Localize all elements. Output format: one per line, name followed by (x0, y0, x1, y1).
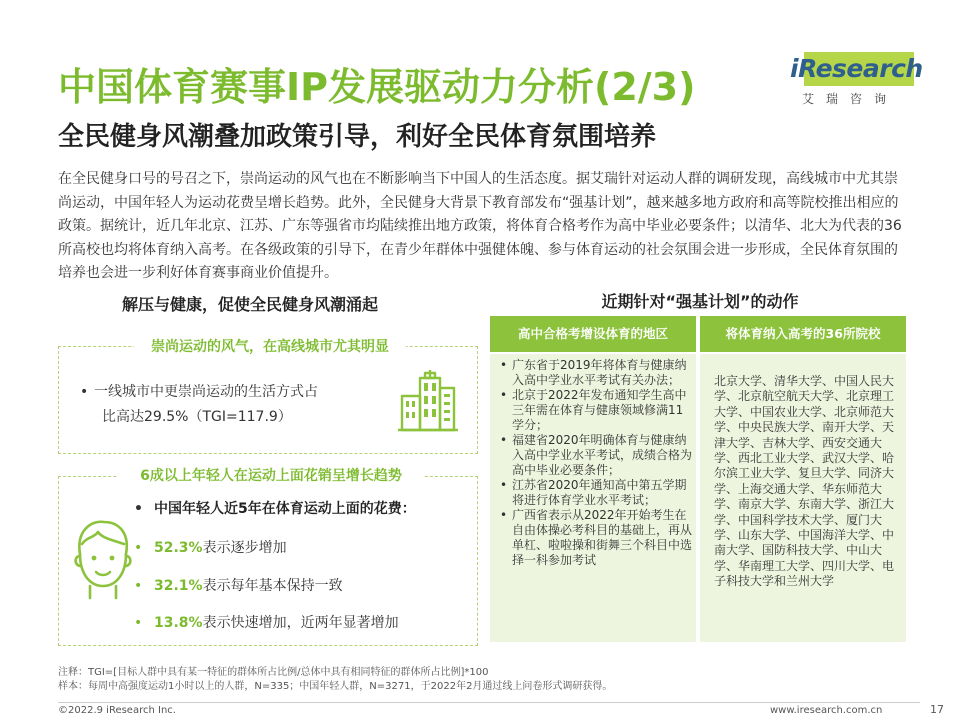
list-item: • 江苏省2020年通知高中第五学期将进行体育学业水平考试； (500, 478, 687, 507)
right-section-heading: 近期针对“强基计划”的动作 (601, 292, 799, 311)
spending-percent: 52.3% (154, 540, 203, 556)
page-subtitle: 全民健身风潮叠加政策引导，利好全民体育氛围培养 (58, 122, 657, 152)
footnote-annotation: 注释：TGI=[目标人群中具有某一特征的群体所占比例/总体中具有相同特征的群体所占比例]*100 (58, 667, 489, 678)
list-item: • 北京于2022年发布通知学生高中三年需在体育与健康领域修满11学分； (500, 388, 687, 432)
city-sport-box-label: 崇尚运动的风气，在高线城市尤其明显 (134, 336, 406, 358)
spending-text: 表示逐步增加 (202, 540, 287, 556)
page-title: 中国体育赛事IP发展驱动力分析(2/3) (58, 65, 696, 109)
city-sport-line-2: 比高达29.5%（TGI=117.9） (102, 409, 292, 425)
logo-subtext: 艾瑞咨询 (802, 92, 899, 106)
table-cell-regions (490, 354, 696, 642)
copyright: ©2022.9 iResearch Inc. (58, 705, 176, 716)
policy-table (490, 316, 906, 642)
spending-title: • 中国年轻人近5年在体育运动上面的花费： (134, 501, 416, 517)
spending-text: 表示每年基本保持一致 (202, 578, 343, 594)
logo-text: iResearch (790, 54, 923, 83)
university-list: 北京大学、清华大学、中国人民大学、北京航空航天大学、北京理工大学、中国农业大学、北京师范大学、中央民族大学、南开大学、天津大学、吉林大学、西安交通大学、西北工业大学、武汉大学、哈尔滨工业大学、复旦大学、同济大学、上海交通大学、华东师范大学、南京大学、东南大学、浙江大学、中国科学技术大学、厦门大学、山东大学、中国海洋大学、中南大学、国防科技大学、中山大学、华南理工大学、四川大学、电子科技大学和兰州大学 (714, 374, 895, 589)
iresearch-logo (782, 48, 922, 112)
intro-paragraph: 在全民健身口号的号召之下，崇尚运动的风气也在不断影响当下中国人的生活态度。据艾瑞针对运动人群的调研发现，高线城市中尤其崇尚运动，中国年轻人为运动花费呈增长趋势。此外，全民健身大背景下教育部发布“强基计划”，越来越多地方政府和高等院校推出相应的政策。据统计，近几年北京、江苏、广东等强省市均陆续推出地方政策，将体育合格考作为高中毕业必要条件；以清华、北大为代表的36所高校也均将体育纳入高考。在各级政策的引导下，在青少年群体中强健体魄、参与体育运动的社会氛围会进一步形成，全民体育氛围的培养也会进一步利好体育赛事商业价值提升。 (58, 171, 902, 282)
page-number: 17 (930, 703, 944, 716)
city-sport-line-1: 一线城市中更崇尚运动的生活方式占 (94, 384, 318, 400)
spending-item: • 52.3%表示逐步增加 (134, 540, 287, 556)
spending-item: • 32.1%表示每年基本保持一致 (134, 578, 343, 594)
spending-item: • 13.8%表示快速增加，近两年显著增加 (134, 615, 399, 631)
list-item: • 福建省2020年明确体育与健康纳入高中学业水平考试，成绩合格为高中毕业必要条件； (500, 433, 693, 477)
table-cell-universities (700, 354, 906, 642)
left-section-heading: 解压与健康，促使全民健身风潮涌起 (121, 295, 378, 314)
city-sport-bullet: • 一线城市中更崇尚运动的生活方式占 比高达29.5%（TGI=117.9） (80, 380, 318, 430)
spending-text: 表示快速增加，近两年显著增加 (202, 615, 399, 631)
spending-percent: 13.8% (154, 615, 203, 631)
list-item: • 广东省于2019年将体育与健康纳入高中学业水平考试有关办法； (500, 358, 687, 387)
table-header-universities: 将体育纳入高考的36所院校 (700, 316, 906, 352)
spending-title-text: 中国年轻人近5年在体育运动上面的花费： (154, 501, 416, 517)
list-item: • 广西省表示从2022年开始考生在自由体操必考科目的基础上，再从单杠、啦啦操和街舞三个科目中选择一科参加考试 (500, 508, 693, 567)
child-face-icon (66, 514, 140, 600)
website-link[interactable]: www.iresearch.com.cn (770, 705, 883, 716)
building-icon (398, 366, 458, 432)
table-header-regions: 高中合格考增设体育的地区 (490, 316, 696, 352)
policy-list (498, 358, 692, 568)
footnote-sample: 样本：每周中高强度运动1小时以上的人群，N=335；中国年轻人群，N=3271，于2022年2月通过线上问卷形式调研获得。 (58, 681, 613, 692)
footer-divider (58, 702, 920, 703)
youth-spending-box-label: 6成以上年轻人在运动上面花销呈增长趋势 (118, 465, 424, 487)
spending-percent: 32.1% (154, 578, 203, 594)
